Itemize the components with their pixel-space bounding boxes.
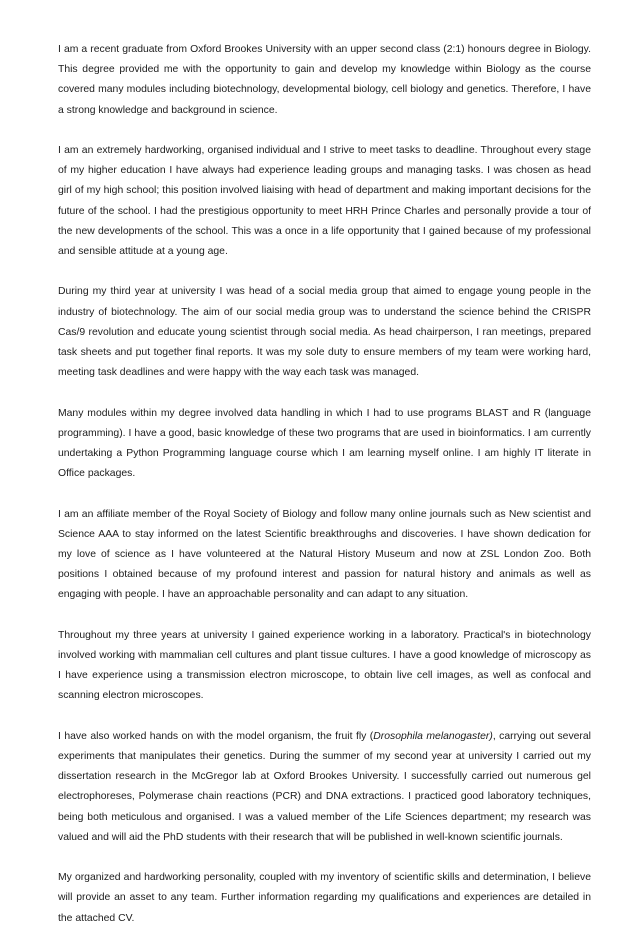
paragraph-social-media-group: During my third year at university I was head of a social media group that aimed to engage young people in the industry of biotechnology. The aim of our social media group was to understand the science behind the CRISPR Cas/9 revolution and educate young scientist through social media. As head chairperson, I ran meetings, prepared task sheets and put together final reports. It was my sole duty to ensure members of my team were working hard, meeting task deadlines and were happy with the way each task was managed. bbox=[58, 286, 591, 379]
research-text-after: , carrying out several experiments that manipulates their genetics. During the summer of my second year at university I carried out my dissertation research in the McGregor lab at Oxford Brookes University. I successfully carried out numerous gel electrophoreses, Polymerase chain reactions (PCR) and DNA extractions. I practiced good laboratory techniques, being both meticulous and organised. I was a valued member of the Life Sciences department; my research was valued and will aid the PhD students with their research that will be published in well-known scientific journals. bbox=[58, 730, 591, 843]
paragraph-laboratory-experience: Throughout my three years at university I gained experience working in a laboratory. Practical's in biotechnology involved working with mammalian cell cultures and plant tissue cultures. I have a good knowledge of microscopy as I have experience using a transmission electron microscope, to obtain live cell images, as well as confocal and scanning electron microscopes. bbox=[58, 629, 591, 702]
paragraph-closing: My organized and hardworking personality, coupled with my inventory of scientific skills and determination, I believe will provide an asset to any team. Further information regarding my qualifications and experiences are detailed in the attached CV. bbox=[58, 872, 591, 924]
paragraph-data-handling: Many modules within my degree involved data handling in which I had to use programs BLAST and R (language programming). I have a good, basic knowledge of these two programs that are used in bioinformatics. I am currently undertaking a Python Programming language course which I am learning myself online. I am highly IT literate in Office packages. bbox=[58, 407, 591, 480]
paragraph-education: I am a recent graduate from Oxford Brookes University with an upper second class (2:1) honours degree in Biology. This degree provided me with the opportunity to gain and develop my knowledge within Biology as the course covered many modules including biotechnology, developmental biology, cell biology and genetics. Therefore, I have a strong knowledge and background in science. bbox=[58, 44, 591, 116]
cover-letter-body bbox=[58, 40, 591, 929]
paragraph-affiliations: I am an affiliate member of the Royal Society of Biology and follow many online journals such as New scientist and Science AAA to stay informed on the latest Scientific breakthroughs and discoveries. I have shown dedication for my love of science as I have volunteered at the Natural History Museum and now at ZSL London Zoo. Both positions I obtained because of my profound interest and passion for natural history and animals as well as engaging with people. I have an approachable personality and can adapt to any situation. bbox=[58, 508, 591, 601]
paragraph-research bbox=[58, 727, 591, 848]
research-text-before: I have also worked hands on with the model organism, the fruit fly ( bbox=[58, 730, 374, 742]
paragraph-leadership: I am an extremely hardworking, organised individual and I strive to meet tasks to deadline. Throughout every stage of my higher education I have always had experience leading groups and managing tasks. I was chosen as head girl of my high school; this position involved liaising with head of department and making important decisions for the future of the school. I had the prestigious opportunity to meet HRH Prince Charles and personally provide a tour of the new developments of the school. This was a once in a life opportunity that I gained because of my professional and sensible attitude at a young age. bbox=[58, 145, 591, 258]
species-name: Drosophila melanogaster) bbox=[373, 730, 493, 742]
